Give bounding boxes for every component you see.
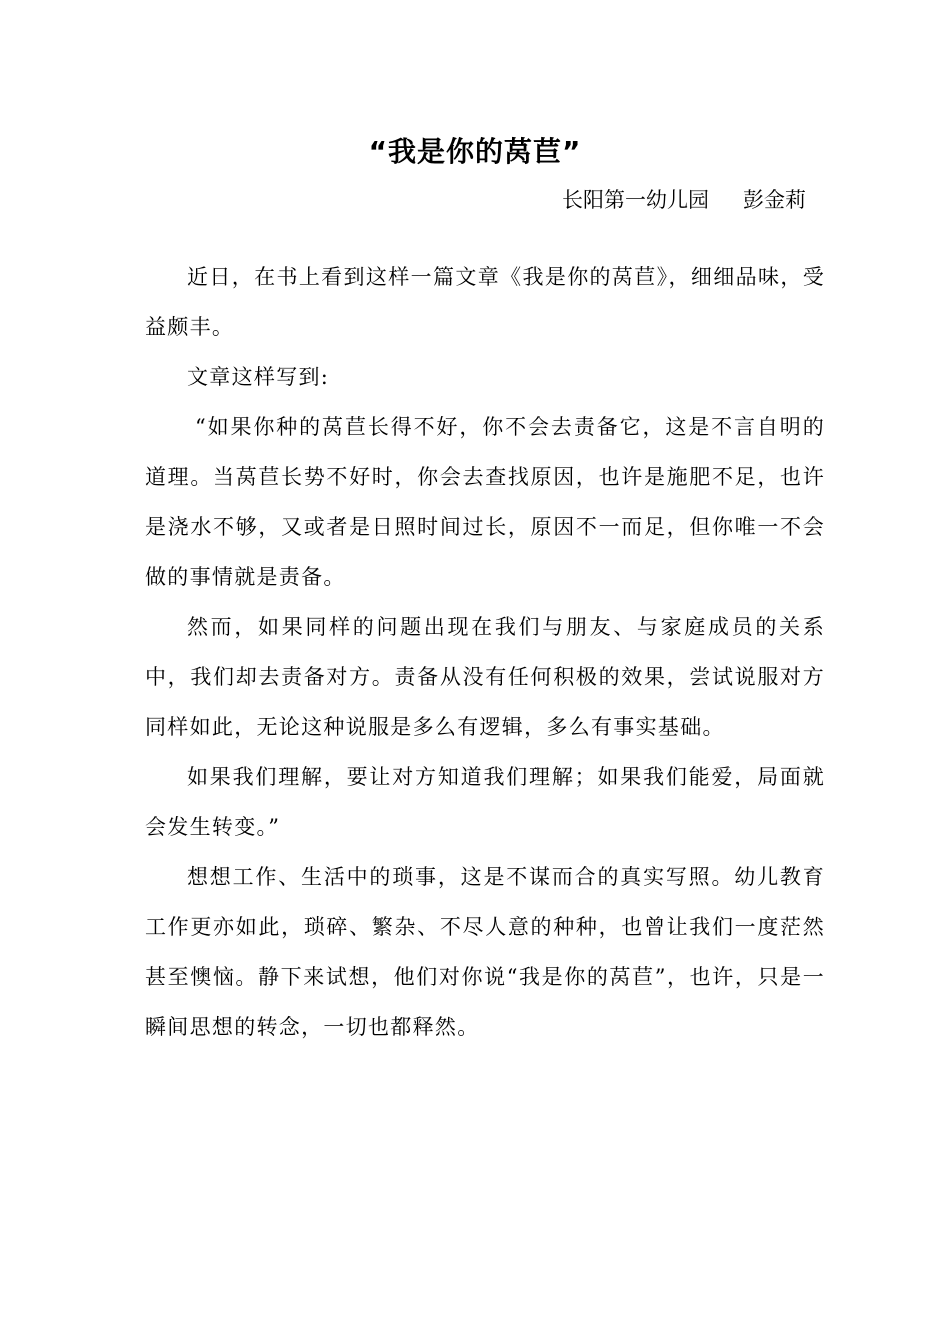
paragraph-intro: 近日，在书上看到这样一篇文章《我是你的莴苣》，细细品味，受益颇丰。 <box>145 265 825 339</box>
author-line <box>0 186 806 214</box>
author-name: 彭金莉 <box>743 188 806 212</box>
author-school: 长阳第一幼儿园 <box>562 188 709 212</box>
paragraph-reflection: 想想工作、生活中的琐事，这是不谋而合的真实写照。幼儿教育工作更亦如此，琐碎、繁杂、不尽人意的种种，也曾让我们一度茫然甚至懊恼。静下来试想，他们对你说“我是你的莴苣”，也许，只是一瞬间思想的转念，一切也都释然。 <box>145 865 825 1039</box>
paragraph-quote-2: 然而，如果同样的问题出现在我们与朋友、与家庭成员的关系中，我们却去责备对方。责备从没有任何积极的效果，尝试说服对方同样如此，无论这种说服是多么有逻辑，多么有事实基础。 <box>145 615 825 739</box>
paragraph-quote-3: 如果我们理解，要让对方知道我们理解；如果我们能爱，局面就会发生转变。” <box>145 765 825 839</box>
document-title: “我是你的莴苣” <box>368 135 582 168</box>
document-body <box>145 252 825 1052</box>
paragraph-lead-in: 文章这样写到: <box>187 365 330 389</box>
paragraph-quote-1: “如果你种的莴苣长得不好，你不会去责备它，这是不言自明的道理。当莴苣长势不好时，你会去查找原因，也许是施肥不足，也许是浇水不够，又或者是日照时间过长，原因不一而足，但你唯一不会做的事情就是责备。 <box>145 415 825 589</box>
